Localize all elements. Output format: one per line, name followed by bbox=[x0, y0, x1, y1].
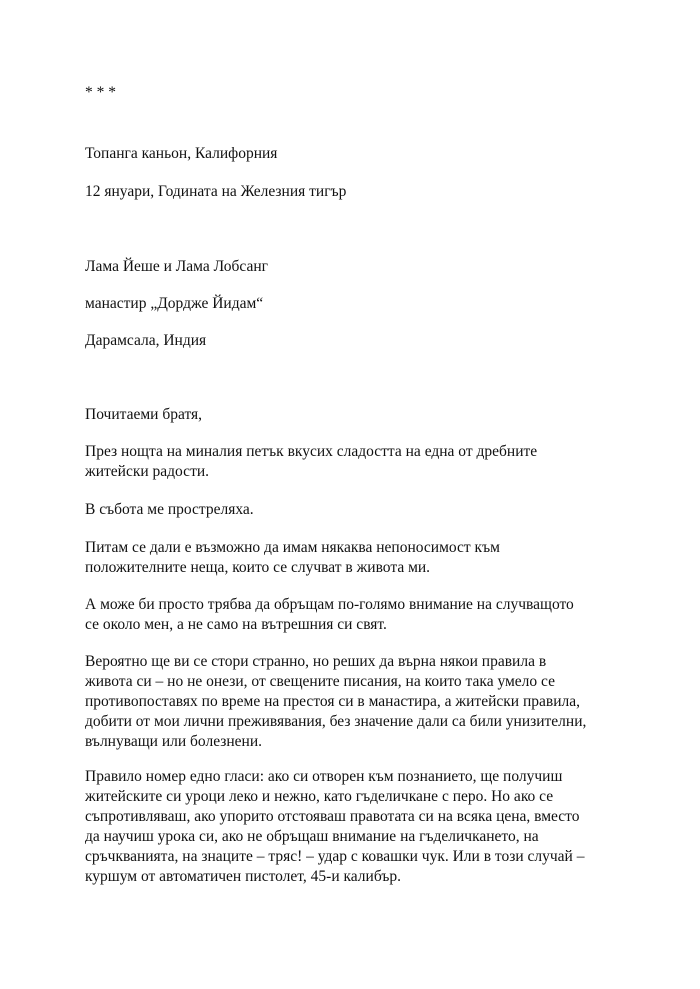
paragraph-line: Вероятно ще ви се стори странно, но реших да върна някои правила в bbox=[85, 653, 547, 670]
paragraph-line: житейски радости. bbox=[85, 463, 210, 480]
letter-place: Топанга каньон, Калифорния bbox=[85, 145, 278, 162]
paragraph-line: В събота ме простреляха. bbox=[85, 501, 254, 518]
paragraph-3 bbox=[85, 538, 625, 578]
letter-date: 12 януари, Годината на Железния тигър bbox=[85, 183, 347, 200]
paragraph-line: съпротивляваш, ако упорито отстояваш правотата си на всяка цена, вместо bbox=[85, 808, 580, 825]
salutation: Почитаеми братя, bbox=[85, 406, 203, 423]
recipient-monastery: манастир „Дордже Йидам“ bbox=[85, 295, 264, 312]
paragraph-line: да научиш урока си, ако не обръщаш внимание на гъделичкането, на bbox=[85, 828, 539, 845]
paragraph-line: положителните неща, които се случват в живота ми. bbox=[85, 559, 431, 576]
paragraph-line: Питам се дали е възможно да имам някаква непоносимост към bbox=[85, 539, 500, 556]
paragraph-line: житейските си уроци леко и нежно, като гъделичкане с перо. Но ако се bbox=[85, 788, 554, 805]
recipient-names: Лама Йеше и Лама Лобсанг bbox=[85, 258, 268, 275]
paragraph-6 bbox=[85, 767, 625, 887]
paragraph-line: добити от мои лични преживявания, без значение дали са били унизителни, bbox=[85, 713, 587, 730]
paragraph-line: сръчкванията, на знаците – тряс! – удар с ковашки чук. Или в този случай – bbox=[85, 848, 585, 865]
paragraph-line: куршум от автоматичен пистолет, 45-и калибър. bbox=[85, 868, 401, 885]
paragraph-line: А може би просто трябва да обръщам по-голямо внимание на случващото bbox=[85, 596, 574, 613]
paragraph-1 bbox=[85, 442, 625, 482]
paragraph-line: живота си – но не онези, от свещените писания, на които така умело се bbox=[85, 673, 555, 690]
paragraph-line: Правило номер едно гласи: ако си отворен към познанието, ще получиш bbox=[85, 768, 563, 785]
paragraph-line: вълнуващи или болезнени. bbox=[85, 733, 263, 750]
paragraph-2 bbox=[85, 500, 625, 520]
paragraph-line: се около мен, а не само на вътрешния си свят. bbox=[85, 616, 387, 633]
paragraph-line: През нощта на миналия петък вкусих сладостта на една от дребните bbox=[85, 443, 538, 460]
paragraph-line: противопоставях по време на престоя си в манастира, а житейски правила, bbox=[85, 693, 580, 710]
paragraph-5 bbox=[85, 652, 625, 752]
recipient-city: Дарамсала, Индия bbox=[85, 332, 207, 349]
section-separator: * * * bbox=[85, 84, 116, 101]
paragraph-4 bbox=[85, 595, 625, 635]
